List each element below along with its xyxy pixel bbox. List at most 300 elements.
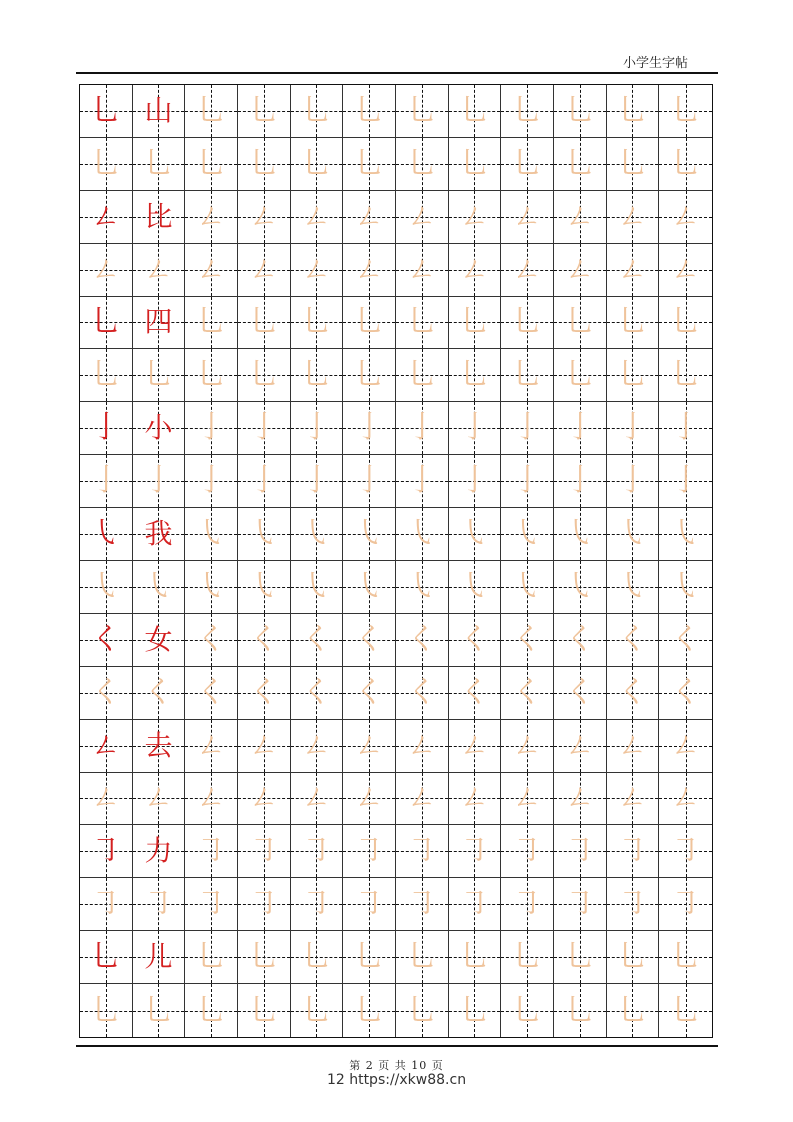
trace-stroke: く — [354, 621, 385, 657]
trace-stroke: 亅 — [564, 463, 595, 499]
trace-stroke: 乚 — [196, 992, 227, 1028]
grid-cell — [343, 667, 396, 720]
grid-cell — [133, 878, 186, 931]
grid-cell — [238, 297, 291, 350]
example-character: 去 — [144, 728, 173, 762]
trace-stroke: ㇂ — [564, 516, 595, 552]
trace-stroke: ㇂ — [248, 568, 279, 604]
grid-cell — [501, 773, 554, 826]
trace-stroke: 乚 — [617, 92, 648, 128]
trace-stroke: 乚 — [406, 992, 437, 1028]
trace-stroke: 亅 — [90, 463, 121, 499]
grid-cell — [80, 455, 133, 508]
trace-stroke: 乚 — [196, 939, 227, 975]
grid-cell — [343, 561, 396, 614]
trace-stroke: ㄥ — [143, 780, 174, 816]
grid-cell — [607, 244, 660, 297]
trace-stroke: く — [196, 674, 227, 710]
grid-cell — [659, 878, 712, 931]
grid-cell — [607, 138, 660, 191]
demo-stroke: 乚 — [90, 92, 121, 128]
trace-stroke: 乚 — [459, 145, 490, 181]
grid-cell — [554, 931, 607, 984]
grid-cell — [554, 720, 607, 773]
grid-cell — [501, 508, 554, 561]
trace-stroke: く — [459, 674, 490, 710]
grid-cell — [133, 667, 186, 720]
trace-stroke: ㇆ — [459, 886, 490, 922]
grid-cell — [343, 878, 396, 931]
source-url: 12 https://xkw88.cn — [326, 1072, 467, 1088]
grid-cell — [133, 561, 186, 614]
grid-cell — [133, 402, 186, 455]
grid-cell — [554, 349, 607, 402]
trace-stroke: 乚 — [354, 357, 385, 393]
grid-cell — [291, 667, 344, 720]
grid-cell — [343, 85, 396, 138]
demo-stroke: 乚 — [90, 304, 121, 340]
trace-stroke: ㄥ — [354, 727, 385, 763]
grid-cell — [607, 667, 660, 720]
trace-stroke: 乚 — [406, 939, 437, 975]
grid-cell — [238, 349, 291, 402]
grid-cell — [343, 138, 396, 191]
grid-cell — [501, 455, 554, 508]
trace-stroke: ㇂ — [512, 516, 543, 552]
grid-cell — [396, 931, 449, 984]
grid-cell — [659, 508, 712, 561]
grid-cell — [449, 614, 502, 667]
grid-cell — [238, 825, 291, 878]
trace-stroke: ㇆ — [564, 833, 595, 869]
grid-cell — [607, 773, 660, 826]
grid-cell — [396, 244, 449, 297]
trace-stroke: 乚 — [617, 304, 648, 340]
grid-cell — [659, 244, 712, 297]
grid-cell — [554, 402, 607, 455]
trace-stroke: ㄥ — [617, 727, 648, 763]
trace-stroke: ㇆ — [512, 833, 543, 869]
grid-cell — [238, 85, 291, 138]
trace-stroke: ㄥ — [90, 780, 121, 816]
grid-cell — [343, 614, 396, 667]
trace-stroke: 亅 — [617, 463, 648, 499]
trace-stroke: 亅 — [196, 463, 227, 499]
grid-cell — [659, 85, 712, 138]
trace-stroke: ㄥ — [459, 727, 490, 763]
grid-cell — [80, 508, 133, 561]
trace-stroke: 亅 — [564, 410, 595, 446]
trace-stroke: ㇆ — [670, 886, 701, 922]
trace-stroke: ㄥ — [564, 251, 595, 287]
trace-stroke: 乚 — [196, 92, 227, 128]
grid-cell — [185, 402, 238, 455]
trace-stroke: ㇂ — [617, 516, 648, 552]
grid-cell — [80, 349, 133, 402]
trace-stroke: 乚 — [248, 145, 279, 181]
trace-stroke: 乚 — [564, 992, 595, 1028]
trace-stroke: 乚 — [459, 92, 490, 128]
grid-cell — [185, 720, 238, 773]
trace-stroke: ㄥ — [354, 251, 385, 287]
trace-stroke: 乚 — [617, 357, 648, 393]
grid-cell — [238, 561, 291, 614]
grid-cell — [607, 402, 660, 455]
grid-cell — [449, 561, 502, 614]
grid-cell — [80, 402, 133, 455]
grid-cell — [659, 667, 712, 720]
grid-cell — [396, 561, 449, 614]
grid-cell — [554, 85, 607, 138]
grid-cell — [80, 773, 133, 826]
grid-cell — [238, 773, 291, 826]
trace-stroke: 亅 — [459, 410, 490, 446]
grid-cell — [238, 984, 291, 1037]
grid-cell — [133, 508, 186, 561]
trace-stroke: ㄥ — [406, 780, 437, 816]
trace-stroke: ㇆ — [670, 833, 701, 869]
trace-stroke: ㄥ — [512, 727, 543, 763]
grid-cell — [343, 720, 396, 773]
grid-cell — [133, 85, 186, 138]
trace-stroke: 亅 — [143, 463, 174, 499]
trace-stroke: ㄥ — [459, 780, 490, 816]
trace-stroke: く — [512, 621, 543, 657]
trace-stroke: ㇆ — [564, 886, 595, 922]
trace-stroke: ㇂ — [196, 516, 227, 552]
trace-stroke: 乚 — [354, 92, 385, 128]
grid-cell — [501, 931, 554, 984]
example-character: 女 — [144, 622, 173, 656]
grid-cell — [238, 931, 291, 984]
grid-cell — [185, 614, 238, 667]
grid-cell — [607, 85, 660, 138]
trace-stroke: く — [512, 674, 543, 710]
trace-stroke: ㇂ — [564, 568, 595, 604]
grid-cell — [659, 402, 712, 455]
trace-stroke: ㄥ — [512, 251, 543, 287]
grid-cell — [607, 720, 660, 773]
grid-cell — [291, 614, 344, 667]
grid-cell — [554, 773, 607, 826]
footer-rule — [76, 1045, 718, 1047]
trace-stroke: ㇆ — [617, 886, 648, 922]
grid-cell — [343, 984, 396, 1037]
trace-stroke: ㄥ — [512, 198, 543, 234]
trace-stroke: 乚 — [301, 145, 332, 181]
trace-stroke: ㄥ — [143, 251, 174, 287]
grid-cell — [80, 297, 133, 350]
trace-stroke: ㇂ — [354, 568, 385, 604]
trace-stroke: ㇂ — [90, 568, 121, 604]
trace-stroke: ㇆ — [301, 886, 332, 922]
trace-stroke: 乚 — [248, 357, 279, 393]
trace-stroke: く — [564, 621, 595, 657]
grid-cell — [607, 191, 660, 244]
grid-cell — [185, 244, 238, 297]
grid-cell — [396, 191, 449, 244]
grid-cell — [133, 720, 186, 773]
trace-stroke: 乚 — [406, 304, 437, 340]
trace-stroke: ㇂ — [248, 516, 279, 552]
grid-cell — [554, 825, 607, 878]
trace-stroke: 亅 — [512, 463, 543, 499]
grid-cell — [554, 667, 607, 720]
grid-cell — [501, 402, 554, 455]
grid-cell — [501, 244, 554, 297]
grid-cell — [238, 244, 291, 297]
trace-stroke: ㄥ — [617, 251, 648, 287]
trace-stroke: 乚 — [564, 304, 595, 340]
grid-cell — [659, 614, 712, 667]
grid-cell — [291, 138, 344, 191]
grid-cell — [238, 455, 291, 508]
trace-stroke: 乚 — [301, 92, 332, 128]
trace-stroke: ㄥ — [248, 780, 279, 816]
grid-cell — [554, 191, 607, 244]
trace-stroke: く — [617, 674, 648, 710]
grid-cell — [396, 720, 449, 773]
trace-stroke: ㄥ — [406, 251, 437, 287]
grid-cells — [80, 85, 712, 1037]
trace-stroke: 乚 — [617, 145, 648, 181]
grid-cell — [396, 85, 449, 138]
trace-stroke: 乚 — [248, 992, 279, 1028]
trace-stroke: ㄥ — [459, 251, 490, 287]
grid-cell — [343, 508, 396, 561]
trace-stroke: 乚 — [512, 92, 543, 128]
grid-cell — [659, 297, 712, 350]
grid-cell — [607, 984, 660, 1037]
grid-cell — [80, 191, 133, 244]
grid-cell — [238, 720, 291, 773]
trace-stroke: ㇂ — [406, 516, 437, 552]
grid-cell — [133, 931, 186, 984]
grid-cell — [607, 455, 660, 508]
trace-stroke: ㇆ — [143, 886, 174, 922]
trace-stroke: ㇆ — [196, 833, 227, 869]
trace-stroke: 乚 — [670, 145, 701, 181]
example-character: 四 — [144, 305, 173, 339]
grid-cell — [449, 297, 502, 350]
grid-cell — [291, 297, 344, 350]
grid-cell — [238, 402, 291, 455]
trace-stroke: 乚 — [90, 992, 121, 1028]
trace-stroke: 乚 — [459, 992, 490, 1028]
trace-stroke: 乚 — [512, 145, 543, 181]
trace-stroke: 亅 — [248, 410, 279, 446]
trace-stroke: 乚 — [564, 145, 595, 181]
grid-cell — [185, 349, 238, 402]
trace-stroke: 亅 — [301, 463, 332, 499]
grid-cell — [133, 455, 186, 508]
grid-cell — [607, 878, 660, 931]
trace-stroke: ㄥ — [301, 780, 332, 816]
grid-cell — [343, 191, 396, 244]
demo-stroke: ㇆ — [90, 833, 121, 869]
trace-stroke: 乚 — [670, 357, 701, 393]
grid-cell — [659, 191, 712, 244]
grid-cell — [343, 825, 396, 878]
trace-stroke: ㇂ — [354, 516, 385, 552]
trace-stroke: ㄥ — [248, 251, 279, 287]
example-character: 儿 — [144, 940, 173, 974]
grid-cell — [449, 825, 502, 878]
example-character: 我 — [144, 517, 173, 551]
grid-cell — [659, 138, 712, 191]
trace-stroke: ㇂ — [301, 516, 332, 552]
grid-cell — [449, 984, 502, 1037]
grid-cell — [396, 614, 449, 667]
trace-stroke: 亅 — [459, 463, 490, 499]
grid-cell — [449, 455, 502, 508]
trace-stroke: ㄥ — [406, 727, 437, 763]
trace-stroke: 乚 — [196, 145, 227, 181]
header-title: 小学生字帖 — [622, 56, 688, 71]
demo-stroke: ㇂ — [90, 516, 121, 552]
grid-cell — [501, 561, 554, 614]
grid-cell — [291, 191, 344, 244]
grid-cell — [396, 773, 449, 826]
trace-stroke: 乚 — [512, 992, 543, 1028]
grid-cell — [80, 984, 133, 1037]
trace-stroke: ㇂ — [301, 568, 332, 604]
grid-cell — [659, 773, 712, 826]
trace-stroke: ㇂ — [459, 568, 490, 604]
grid-cell — [449, 138, 502, 191]
page-number: 第 2 页 共 10 页 — [349, 1059, 444, 1072]
grid-cell — [501, 825, 554, 878]
trace-stroke: ㇆ — [406, 886, 437, 922]
demo-stroke: ㄥ — [90, 727, 121, 763]
trace-stroke: く — [670, 674, 701, 710]
trace-stroke: ㄥ — [670, 251, 701, 287]
trace-stroke: 乚 — [354, 939, 385, 975]
trace-stroke: ㄥ — [617, 780, 648, 816]
trace-stroke: 乚 — [90, 357, 121, 393]
trace-stroke: 乚 — [617, 939, 648, 975]
grid-cell — [554, 508, 607, 561]
grid-cell — [238, 191, 291, 244]
grid-cell — [80, 561, 133, 614]
trace-stroke: ㇂ — [196, 568, 227, 604]
trace-stroke: ㄥ — [248, 198, 279, 234]
grid-cell — [396, 297, 449, 350]
trace-stroke: 亅 — [248, 463, 279, 499]
trace-stroke: く — [354, 674, 385, 710]
demo-stroke: ㄥ — [90, 198, 121, 234]
grid-cell — [396, 878, 449, 931]
grid-cell — [133, 984, 186, 1037]
grid-cell — [291, 984, 344, 1037]
grid-cell — [185, 508, 238, 561]
grid-cell — [501, 614, 554, 667]
trace-stroke: 乚 — [459, 357, 490, 393]
trace-stroke: ㇂ — [670, 516, 701, 552]
grid-cell — [185, 191, 238, 244]
trace-stroke: 亅 — [354, 410, 385, 446]
trace-stroke: く — [90, 674, 121, 710]
trace-stroke: 乚 — [301, 357, 332, 393]
trace-stroke: 乚 — [670, 939, 701, 975]
grid-cell — [291, 508, 344, 561]
demo-stroke: 乚 — [90, 939, 121, 975]
trace-stroke: 乚 — [406, 92, 437, 128]
grid-cell — [343, 244, 396, 297]
trace-stroke: ㄥ — [301, 251, 332, 287]
trace-stroke: ㇂ — [459, 516, 490, 552]
grid-cell — [659, 720, 712, 773]
grid-cell — [291, 349, 344, 402]
header-rule — [76, 72, 718, 74]
grid-cell — [449, 720, 502, 773]
grid-cell — [449, 508, 502, 561]
trace-stroke: 乚 — [564, 92, 595, 128]
trace-stroke: 乚 — [670, 304, 701, 340]
trace-stroke: 乚 — [196, 304, 227, 340]
trace-stroke: ㇂ — [143, 568, 174, 604]
grid-cell — [133, 191, 186, 244]
trace-stroke: 乚 — [459, 304, 490, 340]
grid-cell — [501, 878, 554, 931]
grid-cell — [133, 825, 186, 878]
trace-stroke: ㄥ — [354, 198, 385, 234]
grid-cell — [607, 349, 660, 402]
trace-stroke: 乚 — [354, 304, 385, 340]
trace-stroke: ㄥ — [670, 198, 701, 234]
trace-stroke: ㇂ — [617, 568, 648, 604]
trace-stroke: 亅 — [406, 463, 437, 499]
trace-stroke: ㇆ — [90, 886, 121, 922]
grid-cell — [238, 138, 291, 191]
trace-stroke: ㄥ — [196, 780, 227, 816]
grid-cell — [501, 191, 554, 244]
trace-stroke: ㄥ — [564, 780, 595, 816]
trace-stroke: 乚 — [301, 304, 332, 340]
trace-stroke: ㄥ — [248, 727, 279, 763]
trace-stroke: 乚 — [143, 992, 174, 1028]
trace-stroke: ㄥ — [406, 198, 437, 234]
grid-cell — [607, 508, 660, 561]
grid-cell — [80, 85, 133, 138]
grid-cell — [449, 85, 502, 138]
trace-stroke: ㇂ — [670, 568, 701, 604]
grid-cell — [291, 931, 344, 984]
trace-stroke: く — [406, 621, 437, 657]
grid-cell — [607, 614, 660, 667]
grid-cell — [133, 244, 186, 297]
grid-cell — [396, 667, 449, 720]
grid-cell — [449, 773, 502, 826]
trace-stroke: く — [406, 674, 437, 710]
grid-cell — [607, 297, 660, 350]
grid-cell — [554, 297, 607, 350]
grid-cell — [396, 402, 449, 455]
grid-cell — [659, 825, 712, 878]
demo-stroke: く — [90, 621, 121, 657]
trace-stroke: 乚 — [406, 145, 437, 181]
grid-cell — [291, 85, 344, 138]
trace-stroke: 乚 — [301, 939, 332, 975]
grid-cell — [501, 138, 554, 191]
grid-cell — [185, 297, 238, 350]
grid-cell — [554, 878, 607, 931]
trace-stroke: 乚 — [248, 304, 279, 340]
grid-cell — [80, 825, 133, 878]
trace-stroke: ㄥ — [196, 251, 227, 287]
trace-stroke: 乚 — [617, 992, 648, 1028]
trace-stroke: 乚 — [143, 145, 174, 181]
